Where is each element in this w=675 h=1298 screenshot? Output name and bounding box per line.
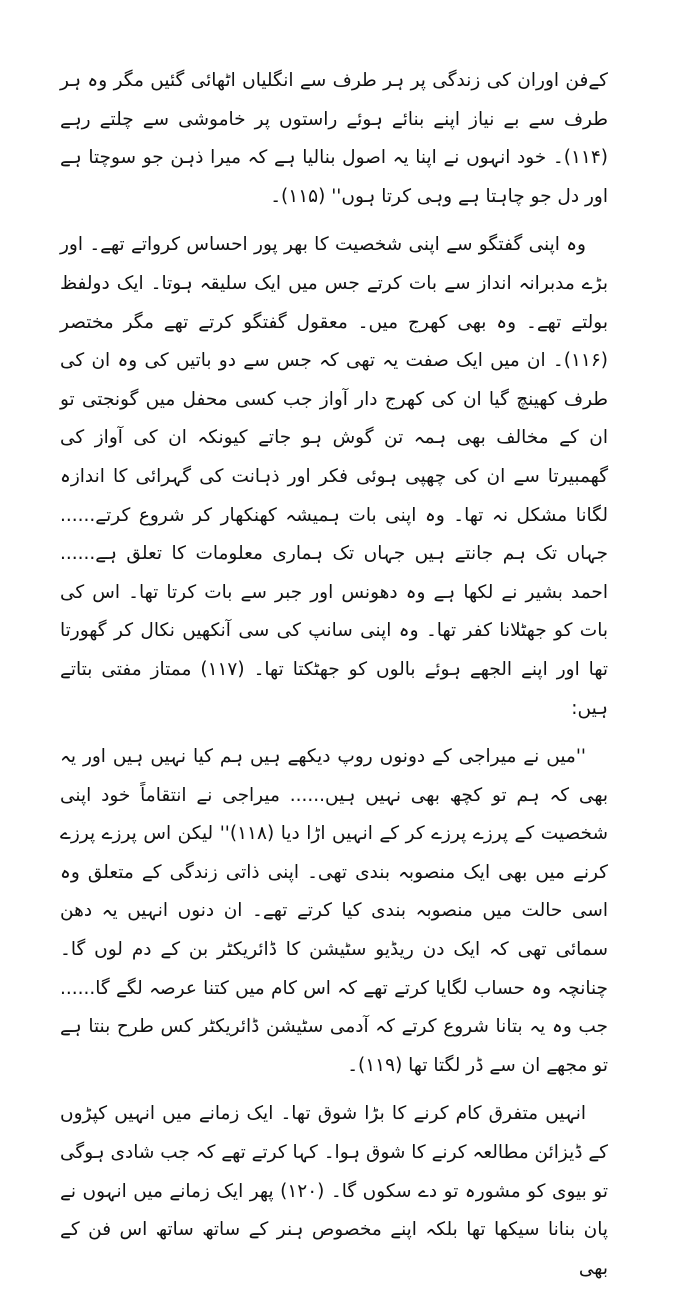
paragraph-1: کےفن اوران کی زندگی پر ہر طرف سے انگلیاں اٹھائی گئیں مگر وہ ہر طرف سے بے نیاز اپنے بنائے ہوئے راستوں پر خاموشی سے چلتے رہے (۱۱۴)۔ خود انہوں نے اپنا یہ اصول بنالیا ہے کہ میرا ذہن جو سوچتا ہے اور دل جو چاہتا ہے وہی کرتا ہوں'' (۱۱۵)۔ bbox=[60, 70, 608, 207]
quote-paragraph: ''میں نے میراجی کے دونوں روپ دیکھے ہیں ہم کیا نہیں ہیں اور یہ بھی کہ ہم تو کچھ بھی نہیں ہیں...... میراجی نے انتقاماً خود اپنی شخصیت کے پرزے پرزے کر کے انہیں اڑا دیا (۱۱۸)'' لیکن اس پرزے پرزے کرنے میں بھی ایک منصوبہ بندی تھی۔ اپنی ذاتی زندگی کے متعلق وہ اسی حالت میں منصوبہ بندی کیا کرتے تھے۔ ان دنوں انہیں یہ دھن سمائی تھی کہ ایک دن ریڈیو سٹیشن کا ڈائریکٹر بن کے دم لوں گا۔ چنانچہ وہ حساب لگایا کرتے تھے کہ اس کام میں کتنا عرصہ لگے گا...... جب وہ یہ بتانا شروع کرتے کہ آدمی سٹیشن ڈائریکٹر کس طرح بنتا ہے تو مجھے ان سے ڈر لگتا تھا (۱۱۹)۔ bbox=[60, 746, 608, 1076]
paragraph-2: وہ اپنی گفتگو سے اپنی شخصیت کا بھر پور احساس کرواتے تھے۔ اور بڑے مدبرانہ انداز سے بات کرتے جس میں ایک سلیقہ ہوتا۔ ایک دولفظ بولتے تھے۔ وہ بھی کھرج میں۔ معقول گفتگو کرتے تھے مگر مختصر (۱۱۶)۔ ان میں ایک صفت یہ تھی کہ جس سے دو باتیں کی وہ ان کی طرف کھینچ گیا ان کی کھرج دار آواز جب کسی محفل میں گونجتی تو ان کے مخالف بھی ہمہ تن گوش ہو جاتے کیونکہ ان کی آواز کی گھمبیرتا سے ان کی چھپی ہوئی فکر اور ذہانت کی گہرائی کا اندازہ لگانا مشکل نہ تھا۔ وہ اپنی بات ہمیشہ کھنکھار کر شروع کرتے...... جہاں تک ہم جانتے ہیں جہاں تک ہماری معلومات کا تعلق ہے...... احمد بشیر نے لکھا ہے وہ دھونس اور جبر سے بات کرتا تھا۔ اس کی بات کو جھٹلانا کفر تھا۔ وہ اپنی سانپ کی سی آنکھیں نکال کر گھورتا تھا اور اپنے الجھے ہوئے بالوں کو جھٹکتا تھا۔ (۱۱۷) ممتاز مفتی بتاتے ہیں: bbox=[60, 234, 608, 719]
paragraph-4: انہیں متفرق کام کرنے کا بڑا شوق تھا۔ ایک زمانے میں انہیں کپڑوں کے ڈیزائن مطالعہ کرنے کا شوق ہوا۔ کہا کرتے تھے کہ جب شادی ہوگی تو بیوی کو مشورہ تو دے سکوں گا۔ (۱۲۰) پھر ایک زمانے میں انہوں نے پان بنانا سیکھا تھا بلکہ اپنے مخصوص ہنر کے ساتھ ساتھ اس فن کے بھی bbox=[60, 1103, 608, 1279]
page-body bbox=[60, 62, 608, 1298]
